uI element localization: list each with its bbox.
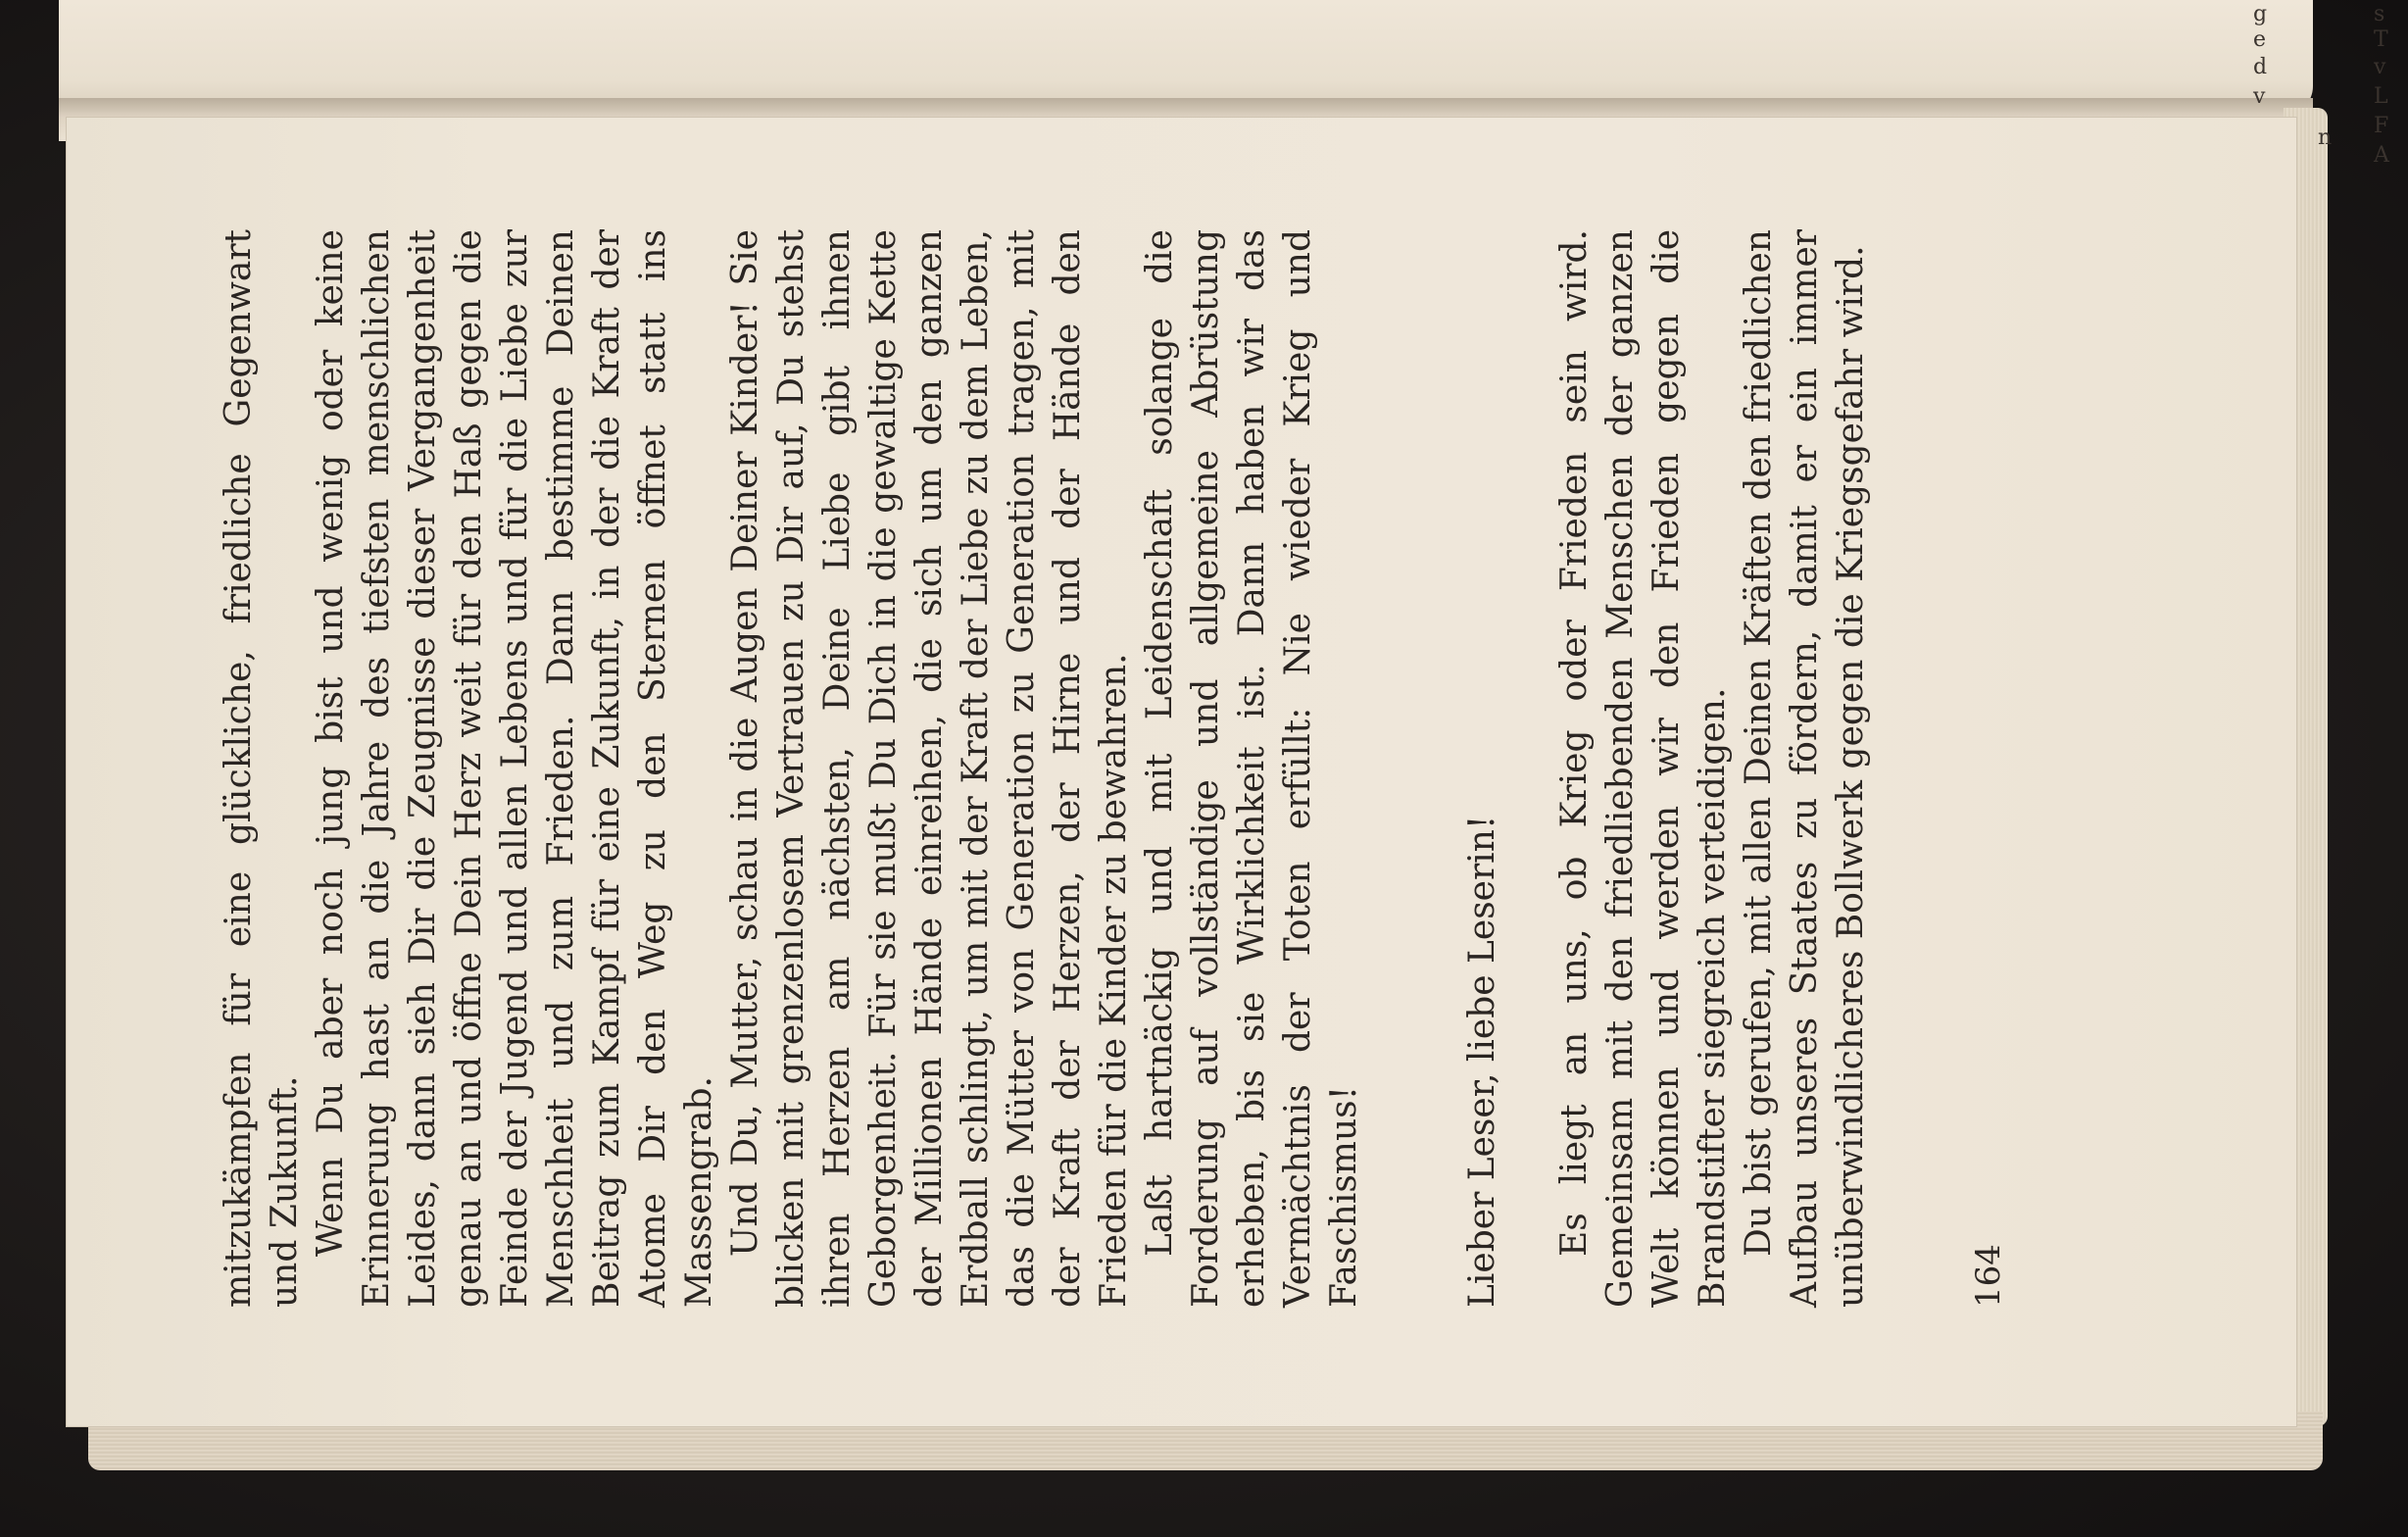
peek-letter: L	[2374, 84, 2388, 109]
peek-letter: F	[2374, 114, 2389, 138]
peek-letter: e	[2253, 27, 2267, 52]
peek-letter: v	[2374, 55, 2386, 79]
peek-letter: d	[2253, 55, 2268, 79]
paragraph-5: Es liegt an uns, ob Krieg oder Frieden sein wird. Gemeinsam mit den friedliebenden Menschen der ganzen Welt können und werden wir den Frieden gegen die Brandstifter siegreich verteidigen.	[1554, 229, 1733, 1308]
paragraph-6: Du bist gerufen, mit allen Deinen Kräften den friedlichen Aufbau unseres Staates zu fördern, damit er ein immer unüberwindlicheres Bollwerk gegen die Kriegsgefahr wird.	[1739, 229, 1871, 1308]
peek-letter: s	[2374, 2, 2385, 26]
next-page-peek-text	[2232, 0, 2408, 196]
paragraph-2: Wenn Du aber noch jung bist und wenig oder keine Erinnerung hast an die Jahre des tiefsten menschlichen Leides, dann sieh Dir die Zeugnisse dieser Vergangenheit genau an und öffne Dein Herz weit für den Haß gegen die Feinde der Jugend und allen Lebens und für die Liebe zur Menschheit und zum Frieden. Dann bestimme Deinen Beitrag zum Kampf für eine Zukunft, in der die Kraft der Atome Dir den Weg zu den Sternen öffnet statt ins Massengrab.	[311, 229, 719, 1308]
peek-letter: A	[2374, 143, 2389, 168]
peek-letter: n	[2318, 125, 2333, 150]
paragraph-3: Und Du, Mutter, schau in die Augen Deiner Kinder! Sie blicken mit grenzenlosem Vertrauen zu Dir auf, Du stehst ihren Herzen am nächsten, Deine Liebe gibt ihnen Geborgenheit. Für sie mußt Du Dich in die gewaltige Kette der Millionen Hände einreihen, die sich um den ganzen Erdball schlingt, um mit der Kraft der Liebe zu dem Leben, das die Mütter von Generation zu Generation tragen, mit der Kraft der Herzen, der Hirne und der Hände den Frieden für die Kinder zu bewahren.	[725, 229, 1134, 1308]
peek-letter: g	[2253, 2, 2268, 26]
peek-letter: T	[2374, 27, 2388, 52]
page-number: 164	[1969, 1244, 2008, 1308]
section-heading: Lieber Leser, liebe Leserin!	[1462, 815, 1502, 1308]
paragraph-4: Laßt hartnäckig und mit Leidenschaft solange die Forderung auf vollständige und allgemeine Abrüstung erheben, bis sie Wirklichkeit ist. Dann haben wir das Vermächtnis der Toten erfüllt: Nie wieder Krieg und Faschismus!	[1140, 229, 1364, 1308]
page-text-rotated	[216, 229, 2097, 1308]
peek-letter: v	[2253, 84, 2266, 109]
paragraph-1: mitzukämpfen für eine glückliche, friedliche Gegenwart und Zukunft.	[219, 229, 305, 1308]
